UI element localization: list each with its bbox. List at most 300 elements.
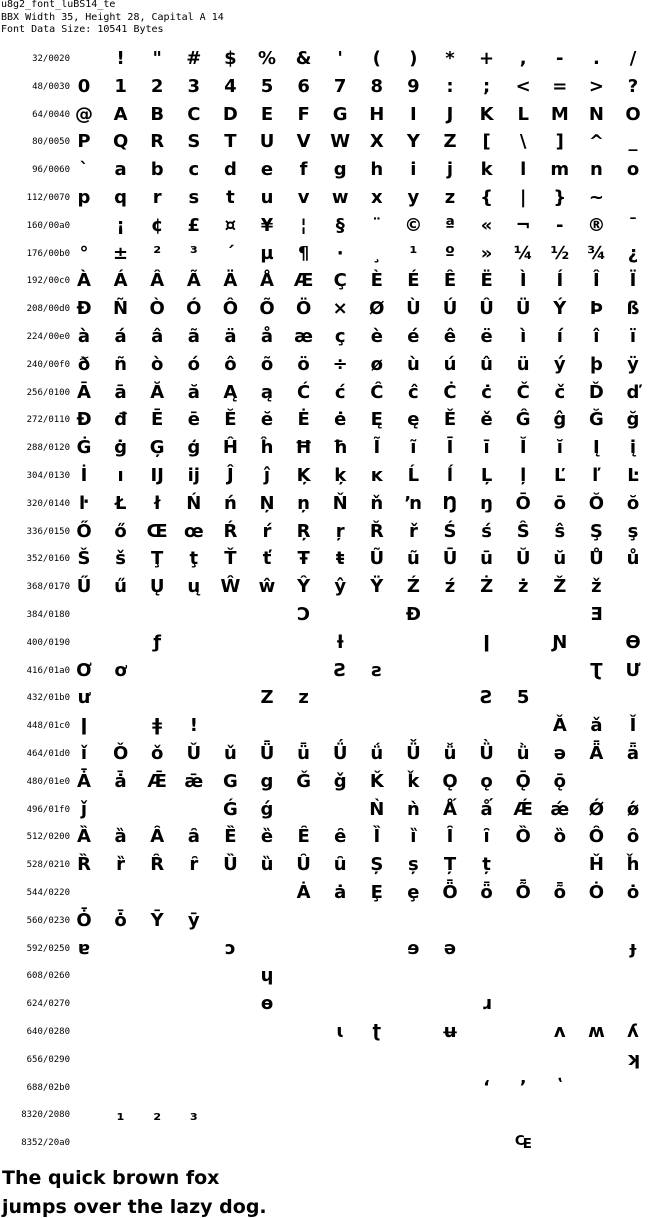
glyph-cell: Ì [519, 270, 527, 292]
row-label: 8320/2080 [21, 1110, 70, 1121]
glyph-cell: d [223, 159, 237, 181]
glyph-cell: Ş [589, 520, 603, 542]
glyph-cell: Ņ [259, 492, 275, 514]
glyph-cell: ő [114, 520, 127, 542]
glyph-cell: l [520, 159, 527, 181]
glyph-cell: ² [153, 242, 162, 264]
glyph-cell: 1 [114, 75, 127, 97]
glyph-cell: ÿ [627, 353, 639, 375]
glyph-cell: , [519, 48, 527, 69]
row-label: 512/0200 [26, 832, 70, 843]
glyph-cell: ǵ [260, 798, 274, 820]
glyph-cell: J [446, 103, 454, 125]
glyph-cell: ō [553, 492, 566, 514]
glyph-cell: Ħ [294, 437, 313, 459]
glyph-cell: $ [224, 48, 237, 69]
glyph-cell: è [370, 326, 383, 347]
glyph-cell: ɐ [77, 937, 91, 959]
glyph-cell: s [188, 187, 200, 208]
glyph-cell: ɥ [260, 965, 274, 987]
glyph-cell: ǔ [223, 743, 237, 764]
glyph-cell: Ö [295, 298, 312, 320]
glyph-cell: P [77, 131, 91, 153]
glyph-cell: Ŋ [442, 492, 458, 514]
row-label: 688/02b0 [26, 1082, 70, 1093]
glyph-cell: ë [480, 326, 493, 347]
glyph-cell: ơ [114, 659, 127, 681]
row-label: 432/01b0 [26, 693, 70, 704]
glyph-cell: É [407, 270, 420, 292]
glyph-cell: ȏ [626, 826, 640, 848]
row-label: 240/00f0 [26, 359, 70, 370]
glyph-cell: Ȓ [150, 854, 165, 876]
glyph-cell: Ķ [296, 465, 311, 486]
glyph-cell: ů [626, 548, 640, 570]
glyph-cell: ņ [297, 492, 310, 514]
glyph-cell: ȅ [260, 826, 274, 848]
glyph-cell: G [332, 103, 348, 125]
glyph-cell: Ż [480, 576, 494, 598]
glyph-cell: ķ [334, 465, 347, 486]
row-label: 448/01c0 [26, 721, 70, 732]
glyph-cell: Ġ [76, 437, 92, 459]
glyph-cell: ß [626, 298, 640, 320]
glyph-cell: ă [187, 381, 200, 403]
glyph-cell: Ȕ [223, 854, 238, 876]
glyph-cell: ñ [114, 353, 127, 375]
glyph-cell: ı [117, 465, 124, 486]
glyph-cell: ʉ [441, 1021, 459, 1042]
glyph-cell: Ǎ [552, 715, 567, 737]
glyph-cell: ǜ [516, 743, 530, 764]
glyph-cell: Ĩ [373, 437, 381, 459]
glyph-cell: Ò [149, 298, 165, 320]
glyph-cell: Ǫ [442, 770, 458, 792]
glyph-cell: X [369, 131, 384, 153]
glyph-cell: ǭ [553, 770, 566, 792]
glyph-cell: B [150, 103, 165, 125]
glyph-cell: ʼ [519, 1076, 527, 1098]
glyph-cell: ţ [189, 548, 199, 570]
glyph-cell: ò [151, 353, 164, 375]
glyph-cell: Ɲ [552, 631, 568, 653]
glyph-cell: Ù [406, 298, 421, 320]
glyph-cell: ǿ [626, 798, 640, 820]
glyph-cell: Ǿ [588, 798, 605, 820]
glyph-cell: ś [481, 520, 492, 542]
glyph-cell: Į [593, 437, 600, 459]
glyph-cell: ȓ [189, 854, 199, 876]
glyph-cell: ₠ [514, 1132, 532, 1154]
glyph-cell: ģ [187, 437, 201, 459]
glyph-cell: Ŭ [515, 548, 531, 570]
glyph-cell: Ė [297, 409, 310, 431]
glyph-cell: Ǒ [112, 743, 129, 764]
glyph-cell: Ǣ [147, 770, 167, 792]
glyph-cell: > [588, 75, 604, 97]
glyph-cell: š [115, 548, 126, 570]
glyph-cell: Ǭ [515, 770, 531, 792]
glyph-cell: Ų [149, 576, 165, 598]
glyph-cell: m [550, 159, 570, 181]
glyph-cell: · [336, 242, 344, 264]
glyph-cell: « [480, 214, 493, 236]
glyph-cell: Ȋ [446, 826, 454, 848]
glyph-cell: ɵ [260, 993, 274, 1015]
glyph-cell: į [629, 437, 637, 459]
glyph-cell: ù [406, 353, 420, 375]
glyph-cell: Ā [77, 381, 91, 403]
glyph-cell: Č [516, 381, 530, 403]
glyph-cell: ď [626, 381, 640, 403]
row-label: 400/0190 [26, 637, 70, 648]
glyph-cell: | [519, 187, 527, 208]
glyph-cell: Ł [114, 492, 127, 514]
glyph-cell: ƒ [153, 631, 162, 653]
glyph-cell: Ő [76, 520, 92, 542]
glyph-cell: Ȗ [296, 854, 311, 876]
glyph-cell: g [333, 159, 347, 181]
glyph-cell: Ŝ [516, 520, 530, 542]
glyph-cell: ű [114, 576, 127, 598]
glyph-cell: ! [116, 48, 125, 69]
glyph-cell: ǀ [80, 715, 88, 737]
glyph-cell: ý [553, 353, 566, 375]
glyph-cell: Ȟ [588, 854, 604, 876]
glyph-cell: ě [480, 409, 493, 431]
glyph-cell: ɘ [407, 937, 420, 959]
glyph-cell: ƨ [371, 659, 383, 681]
glyph-cell: Ÿ [370, 576, 384, 598]
glyph-cell: Ñ [113, 298, 129, 320]
glyph-cell: Ć [296, 381, 311, 403]
glyph-cell: ŝ [554, 520, 566, 542]
sample-text-line-1: The quick brown fox [2, 1167, 220, 1189]
glyph-cell: ț [482, 854, 491, 876]
glyph-cell: ȭ [553, 882, 566, 903]
glyph-cell: ʻ [483, 1076, 491, 1098]
glyph-cell: Ǧ [296, 770, 311, 792]
glyph-cell: Ȳ [150, 909, 164, 931]
glyph-cell: ´ [225, 242, 235, 264]
glyph-cell: e [260, 159, 274, 181]
row-label: 288/0120 [26, 443, 70, 454]
glyph-cell: ȗ [333, 854, 347, 876]
glyph-cell: Á [113, 270, 128, 292]
glyph-cell: Ś [443, 520, 457, 542]
glyph-cell: y [407, 187, 420, 208]
row-label: 640/0280 [26, 1027, 70, 1037]
glyph-cell: ǡ [114, 770, 127, 792]
glyph-cell: È [370, 270, 383, 292]
glyph-cell: ĉ [408, 381, 419, 403]
glyph-cell: Ľ [554, 465, 566, 486]
glyph-cell: ǚ [443, 743, 457, 764]
glyph-cell: < [515, 75, 531, 97]
glyph-cell: / [629, 48, 637, 69]
glyph-cell: 3 [187, 75, 201, 97]
glyph-cell: ç [334, 326, 346, 347]
glyph-cell: ł [153, 492, 161, 514]
row-label: 480/01e0 [26, 776, 70, 787]
glyph-cell: Ä [223, 270, 238, 292]
glyph-cell: x [370, 187, 383, 208]
glyph-cell: ȁ [114, 826, 127, 848]
glyph-cell: . [592, 48, 600, 69]
glyph-cell: ŧ [335, 548, 345, 570]
glyph-cell: ; [482, 75, 491, 97]
glyph-cell: İ [80, 465, 88, 486]
glyph-cell: ė [334, 409, 347, 431]
glyph-cell: õ [260, 353, 274, 375]
glyph-cell: Ĉ [370, 381, 384, 403]
row-label: 304/0130 [26, 471, 70, 481]
glyph-cell: Z [260, 687, 274, 709]
glyph-cell: Â [150, 270, 165, 292]
glyph-cell: M [550, 103, 569, 125]
glyph-cell: ê [443, 326, 457, 347]
glyph-cell: Q [112, 131, 129, 153]
glyph-cell: R [150, 131, 165, 153]
glyph-cell: ų [187, 576, 201, 598]
glyph-cell: # [186, 48, 202, 69]
glyph-cell: ŭ [553, 548, 567, 570]
glyph-cell: S [187, 131, 201, 153]
row-label: 48/0030 [32, 81, 70, 92]
glyph-cell: ® [587, 214, 606, 236]
glyph-cell: a [114, 159, 127, 181]
glyph-cell: â [151, 326, 164, 347]
glyph-cell: ċ [481, 381, 492, 403]
glyph-cell: F [297, 103, 310, 125]
row-label: 112/0070 [26, 193, 70, 203]
glyph-cell: - [556, 214, 564, 236]
glyph-cell: ɹ [481, 993, 492, 1015]
glyph-cell: ' [337, 48, 343, 69]
glyph-cell: º [444, 242, 456, 264]
glyph-cell: Ů [589, 548, 604, 570]
glyph-cell: ę [407, 409, 420, 431]
glyph-cell: ż [517, 576, 529, 598]
glyph-cell: Ğ [589, 409, 604, 431]
glyph-cell: å [260, 326, 274, 347]
glyph-cell: Ŕ [223, 520, 238, 542]
glyph-cell: Ç [333, 270, 347, 292]
glyph-cell: V [296, 131, 311, 153]
glyph-cell: ǒ [151, 743, 164, 764]
glyph-cell: Ļ [480, 465, 493, 486]
glyph-cell: Ã [186, 270, 201, 292]
glyph-cell: Ȩ [370, 882, 383, 903]
glyph-cell: ĺ [446, 465, 454, 486]
glyph-cell: Ǹ [369, 798, 385, 820]
glyph-cell: Ȧ [296, 882, 311, 903]
glyph-cell: Ǜ [479, 743, 494, 764]
glyph-cell: ₂ [153, 1104, 162, 1126]
row-label: 352/0160 [26, 554, 70, 565]
glyph-cell: Ą [223, 381, 238, 403]
glyph-cell: Ź [406, 576, 420, 598]
glyph-cell: u [260, 187, 274, 208]
glyph-cell: ŕ [262, 520, 272, 542]
glyph-cell: Ý [553, 298, 567, 320]
glyph-cell: ĳ [187, 465, 200, 486]
glyph-cell: ǝ [553, 743, 566, 764]
glyph-cell: Ô [222, 298, 239, 320]
glyph-cell: 5 [516, 687, 530, 709]
glyph-cell: ã [187, 326, 200, 347]
glyph-cell: t [226, 187, 235, 208]
row-label: 384/0180 [26, 610, 70, 620]
glyph-cell: Ë [480, 270, 493, 292]
glyph-cell: œ [183, 520, 204, 542]
glyph-cell: ǖ [297, 743, 310, 764]
row-label: 320/0140 [26, 498, 70, 509]
glyph-cell: ǀ [483, 631, 490, 653]
glyph-cell: Þ [589, 298, 604, 320]
row-label: 624/0270 [26, 999, 70, 1010]
glyph-cell: 6 [297, 75, 310, 97]
row-label: 224/00e0 [26, 332, 70, 342]
glyph-cell: ȯ [626, 882, 640, 903]
glyph-cell: Y [406, 131, 420, 153]
glyph-cell: ] [555, 131, 564, 153]
row-label: 592/0250 [26, 943, 70, 954]
row-label: 560/0230 [26, 915, 70, 926]
glyph-cell: Ê [443, 270, 457, 292]
glyph-cell: Ţ [151, 548, 164, 570]
glyph-cell: Ď [588, 381, 604, 403]
glyph-cell: ʎ [627, 1021, 639, 1042]
row-label: 272/0110 [26, 415, 70, 426]
glyph-cell: Z [443, 131, 457, 153]
bbx-info-header: BBX Width 35, Height 28, Capital A 14 [1, 12, 224, 23]
glyph-cell: ȇ [334, 826, 347, 848]
glyph-cell: ǧ [333, 770, 347, 792]
glyph-cell: ř [408, 520, 418, 542]
glyph-cell: Ƨ [333, 659, 347, 681]
glyph-cell: \ [519, 131, 527, 153]
glyph-cell: Ũ [369, 548, 385, 570]
glyph-cell: A [113, 103, 128, 125]
glyph-cell: z [444, 187, 456, 208]
glyph-cell [66, 216, 102, 236]
glyph-cell: Ĥ [222, 437, 238, 459]
glyph-cell: 7 [333, 75, 347, 97]
glyph-cell: ə [443, 937, 457, 959]
glyph-cell: Ĵ [227, 465, 234, 486]
glyph-cell: ǫ [480, 770, 493, 792]
glyph-cell: Œ [146, 520, 168, 542]
glyph-cell: Ú [442, 298, 458, 320]
glyph-cell: ɔ [225, 937, 236, 959]
glyph-cell: b [150, 159, 164, 181]
glyph-cell: Ĺ [407, 465, 420, 486]
glyph-cell: - [556, 48, 564, 69]
sample-text-line-2: jumps over the lazy dog. [2, 1196, 267, 1218]
glyph-cell: Ģ [149, 437, 165, 459]
glyph-cell: Ű [76, 576, 92, 598]
glyph-cell: 0 [77, 75, 91, 97]
glyph-cell: ī [483, 437, 490, 459]
glyph-cell: ŏ [626, 492, 640, 514]
row-label: 64/0040 [32, 109, 70, 120]
glyph-cell: ¥ [260, 214, 274, 236]
data-size-header: Font Data Size: 10541 Bytes [1, 24, 164, 35]
glyph-cell: ą [260, 381, 274, 403]
glyph-cell: ¡ [116, 214, 125, 236]
glyph-cell: Ǔ [186, 743, 202, 764]
glyph-cell: þ [589, 353, 603, 375]
row-label: 608/0260 [26, 971, 70, 982]
glyph-cell: ȩ [407, 882, 420, 903]
glyph-cell: ȳ [187, 909, 200, 931]
glyph-cell: à [77, 326, 91, 347]
glyph-cell: ( [372, 48, 381, 69]
glyph-cell: Ɵ [625, 631, 641, 653]
glyph-cell: K [479, 103, 494, 125]
glyph-cell: ǟ [626, 743, 640, 764]
glyph-cell: Ǚ [406, 743, 421, 764]
glyph-cell: ½ [550, 242, 570, 264]
glyph-cell: ä [224, 326, 237, 347]
glyph-cell: ş [627, 520, 639, 542]
glyph-cell: } [553, 187, 567, 208]
row-label: 336/0150 [26, 526, 70, 537]
glyph-cell: ŉ [404, 492, 423, 514]
glyph-cell: ʍ [588, 1021, 605, 1042]
glyph-cell: ʈ [372, 1021, 382, 1042]
glyph-cell: E [260, 103, 274, 125]
glyph-cell: Ț [443, 854, 457, 876]
glyph-cell: ) [409, 48, 418, 69]
glyph-cell: ĩ [410, 437, 417, 459]
glyph-cell: U [259, 131, 275, 153]
glyph-cell: ŷ [334, 576, 347, 598]
glyph-cell: ƚ [336, 631, 344, 653]
glyph-cell: Ǝ [590, 604, 603, 625]
glyph-cell: * [445, 48, 455, 69]
glyph-cell: Ȉ [373, 826, 381, 848]
row-label: 256/0100 [26, 387, 70, 398]
glyph-cell: Ę [370, 409, 383, 431]
glyph-cell: Ǖ [259, 743, 275, 764]
glyph-cell: ₁ [116, 1104, 125, 1126]
glyph-cell: Ē [151, 409, 164, 431]
glyph-cell: Ȁ [77, 826, 91, 848]
glyph-cell: Ŏ [588, 492, 605, 514]
glyph-cell: f [299, 159, 308, 181]
glyph-cell: ž [591, 576, 602, 598]
glyph-cell: c [188, 159, 200, 181]
glyph-cell: ª [444, 214, 456, 236]
glyph-cell: û [480, 353, 493, 375]
glyph-cell: ¬ [515, 214, 531, 236]
glyph-cell: Æ [293, 270, 314, 292]
row-label: 96/0060 [32, 165, 70, 176]
glyph-cell: × [332, 298, 348, 320]
glyph-cell: ȱ [114, 909, 127, 931]
glyph-cell: ŋ [480, 492, 493, 514]
glyph-cell: Ȭ [515, 882, 531, 903]
glyph-cell: ~ [588, 187, 604, 208]
glyph-cell: ɟ [629, 937, 637, 959]
glyph-cell: Ȫ [442, 882, 458, 903]
glyph-cell: ɩ [336, 1021, 345, 1042]
glyph-cell: L [517, 103, 529, 125]
glyph-cell: Ŵ [220, 576, 241, 598]
glyph-cell: ź [444, 576, 456, 598]
